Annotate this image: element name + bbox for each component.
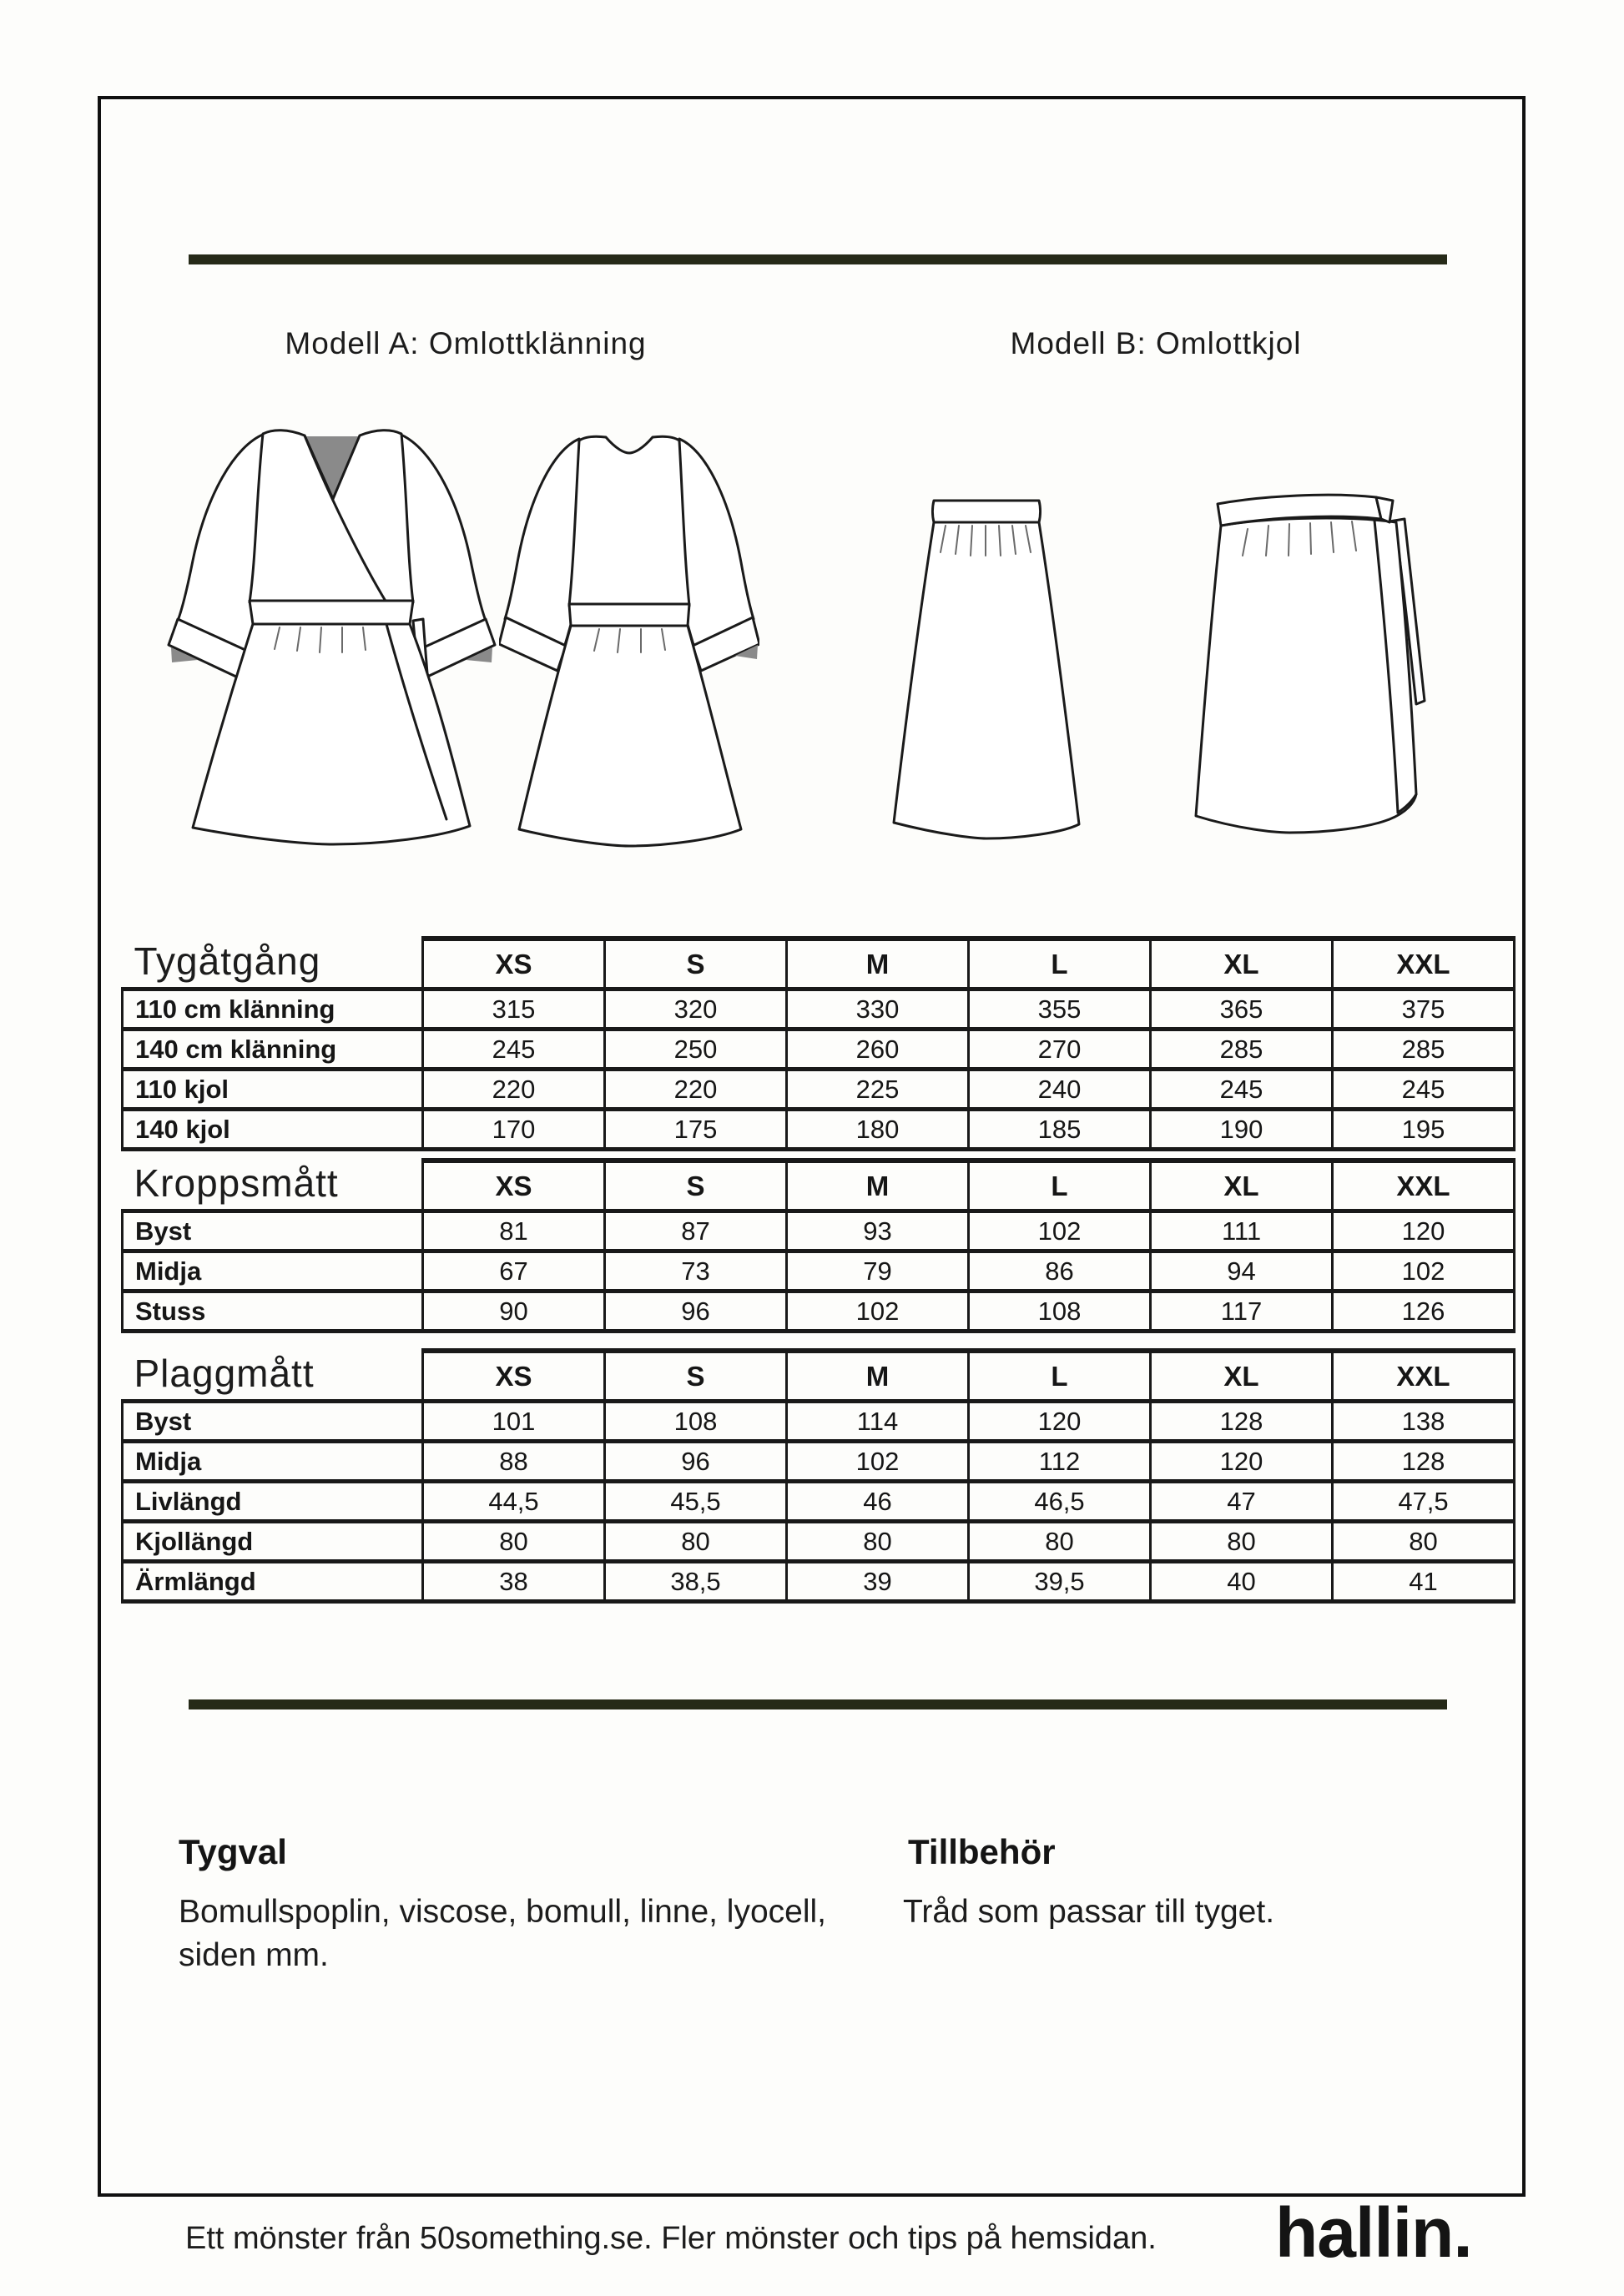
size-column-header: L: [969, 939, 1151, 989]
cell-value: 87: [605, 1211, 787, 1251]
cell-value: 120: [969, 1402, 1151, 1442]
cell-value: 112: [969, 1442, 1151, 1482]
cell-value: 39,5: [969, 1562, 1151, 1602]
cell-value: 81: [423, 1211, 605, 1251]
cell-value: 44,5: [423, 1482, 605, 1522]
model-b-title: Modell B: Omlottkjol: [1010, 326, 1302, 360]
skirt-front-illustration: [887, 491, 1086, 844]
cell-value: 285: [1151, 1030, 1333, 1070]
cell-value: 96: [605, 1292, 787, 1332]
row-label: Midja: [123, 1442, 423, 1482]
table-title: Plaggmått: [123, 1351, 423, 1402]
row-label: Livlängd: [123, 1482, 423, 1522]
cell-value: 330: [787, 989, 969, 1030]
cell-value: 245: [1151, 1070, 1333, 1110]
table-row: [123, 1211, 1515, 1251]
fabric-text-line: Bomullspoplin, viscose, bomull, linne, lyocell,: [179, 1894, 827, 1930]
table-row: [123, 1070, 1515, 1110]
cell-value: 195: [1333, 1110, 1515, 1150]
table-row: [123, 1562, 1515, 1602]
row-label: Byst: [123, 1211, 423, 1251]
cell-value: 38,5: [605, 1562, 787, 1602]
cell-value: 46: [787, 1482, 969, 1522]
size-column-header: L: [969, 1351, 1151, 1402]
size-column-header: S: [605, 1161, 787, 1211]
cell-value: 365: [1151, 989, 1333, 1030]
size-column-header: XXL: [1333, 939, 1515, 989]
row-label: 110 cm klänning: [123, 989, 423, 1030]
cell-value: 102: [787, 1442, 969, 1482]
cell-value: 80: [1151, 1522, 1333, 1562]
size-column-header: XL: [1151, 1351, 1333, 1402]
dress-front-illustration: [163, 397, 501, 848]
row-label: Ärmlängd: [123, 1562, 423, 1602]
table-row: [123, 1110, 1515, 1150]
row-label: Midja: [123, 1251, 423, 1292]
body-measurements-table: [121, 1158, 1515, 1333]
cell-value: 190: [1151, 1110, 1333, 1150]
cell-value: 375: [1333, 989, 1515, 1030]
cell-value: 45,5: [605, 1482, 787, 1522]
table-row: [123, 1251, 1515, 1292]
fabric-section-text: [179, 1891, 955, 1977]
cell-value: 315: [423, 989, 605, 1030]
cell-value: 46,5: [969, 1482, 1151, 1522]
cell-value: 220: [605, 1070, 787, 1110]
measurement-grid: [121, 1348, 1516, 1604]
divider-bottom: [189, 1699, 1447, 1709]
size-column-header: XS: [423, 1351, 605, 1402]
size-column-header: S: [605, 1351, 787, 1402]
table-row: [123, 1482, 1515, 1522]
fabric-requirement-table: [121, 936, 1515, 1151]
cell-value: 40: [1151, 1562, 1333, 1602]
size-column-header: XXL: [1333, 1351, 1515, 1402]
accessories-section-text: [903, 1891, 1487, 1934]
cell-value: 41: [1333, 1562, 1515, 1602]
hallin-logo: hallin.: [1275, 2193, 1472, 2272]
measurement-grid: [121, 1158, 1516, 1333]
row-label: Kjollängd: [123, 1522, 423, 1562]
cell-value: 108: [605, 1402, 787, 1442]
fabric-text-line: siden mm.: [179, 1936, 329, 1973]
cell-value: 47,5: [1333, 1482, 1515, 1522]
size-column-header: S: [605, 939, 787, 989]
cell-value: 138: [1333, 1402, 1515, 1442]
measurement-grid: [121, 936, 1516, 1151]
cell-value: 185: [969, 1110, 1151, 1150]
cell-value: 67: [423, 1251, 605, 1292]
table-row: [123, 1292, 1515, 1332]
cell-value: 80: [969, 1522, 1151, 1562]
cell-value: 80: [787, 1522, 969, 1562]
cell-value: 120: [1151, 1442, 1333, 1482]
cell-value: 320: [605, 989, 787, 1030]
table-row: [123, 1442, 1515, 1482]
cell-value: 260: [787, 1030, 969, 1070]
cell-value: 240: [969, 1070, 1151, 1110]
cell-value: 47: [1151, 1482, 1333, 1522]
size-column-header: XL: [1151, 1161, 1333, 1211]
fabric-section-heading: Tygval: [179, 1832, 287, 1871]
row-label: 110 kjol: [123, 1070, 423, 1110]
cell-value: 128: [1333, 1442, 1515, 1482]
cell-value: 90: [423, 1292, 605, 1332]
dress-back-illustration: [499, 405, 759, 849]
cell-value: 250: [605, 1030, 787, 1070]
row-label: Stuss: [123, 1292, 423, 1332]
table-title: Tygåtgång: [123, 939, 423, 989]
size-column-header: M: [787, 939, 969, 989]
table-row: [123, 989, 1515, 1030]
table-row: [123, 1030, 1515, 1070]
accessories-section-heading: Tillbehör: [908, 1832, 1056, 1871]
size-column-header: XL: [1151, 939, 1333, 989]
size-column-header: M: [787, 1161, 969, 1211]
cell-value: 355: [969, 989, 1151, 1030]
cell-value: 170: [423, 1110, 605, 1150]
cell-value: 102: [1333, 1251, 1515, 1292]
cell-value: 245: [1333, 1070, 1515, 1110]
cell-value: 80: [605, 1522, 787, 1562]
skirt-back-illustration: [1189, 486, 1440, 846]
size-column-header: M: [787, 1351, 969, 1402]
cell-value: 285: [1333, 1030, 1515, 1070]
row-label: Byst: [123, 1402, 423, 1442]
cell-value: 102: [969, 1211, 1151, 1251]
cell-value: 245: [423, 1030, 605, 1070]
cell-value: 86: [969, 1251, 1151, 1292]
cell-value: 126: [1333, 1292, 1515, 1332]
size-column-header: L: [969, 1161, 1151, 1211]
cell-value: 101: [423, 1402, 605, 1442]
row-label: 140 kjol: [123, 1110, 423, 1150]
cell-value: 270: [969, 1030, 1151, 1070]
divider-top: [189, 254, 1447, 264]
cell-value: 39: [787, 1562, 969, 1602]
cell-value: 102: [787, 1292, 969, 1332]
cell-value: 93: [787, 1211, 969, 1251]
cell-value: 96: [605, 1442, 787, 1482]
cell-value: 108: [969, 1292, 1151, 1332]
size-column-header: XXL: [1333, 1161, 1515, 1211]
cell-value: 73: [605, 1251, 787, 1292]
size-column-header: XS: [423, 1161, 605, 1211]
cell-value: 94: [1151, 1251, 1333, 1292]
table-row: [123, 1402, 1515, 1442]
cell-value: 128: [1151, 1402, 1333, 1442]
cell-value: 88: [423, 1442, 605, 1482]
cell-value: 220: [423, 1070, 605, 1110]
table-title: Kroppsmått: [123, 1161, 423, 1211]
footer-credit-text: Ett mönster från 50something.se. Fler mönster och tips på hemsidan.: [185, 2221, 1157, 2256]
table-row: [123, 1522, 1515, 1562]
accessories-text-line: Tråd som passar till tyget.: [903, 1894, 1275, 1930]
size-column-header: XS: [423, 939, 605, 989]
cell-value: 225: [787, 1070, 969, 1110]
cell-value: 117: [1151, 1292, 1333, 1332]
cell-value: 180: [787, 1110, 969, 1150]
cell-value: 80: [1333, 1522, 1515, 1562]
garment-measurements-table: [121, 1348, 1515, 1604]
cell-value: 120: [1333, 1211, 1515, 1251]
cell-value: 175: [605, 1110, 787, 1150]
cell-value: 79: [787, 1251, 969, 1292]
cell-value: 114: [787, 1402, 969, 1442]
model-a-title: Modell A: Omlottklänning: [285, 326, 647, 360]
cell-value: 38: [423, 1562, 605, 1602]
cell-value: 80: [423, 1522, 605, 1562]
row-label: 140 cm klänning: [123, 1030, 423, 1070]
cell-value: 111: [1151, 1211, 1333, 1251]
